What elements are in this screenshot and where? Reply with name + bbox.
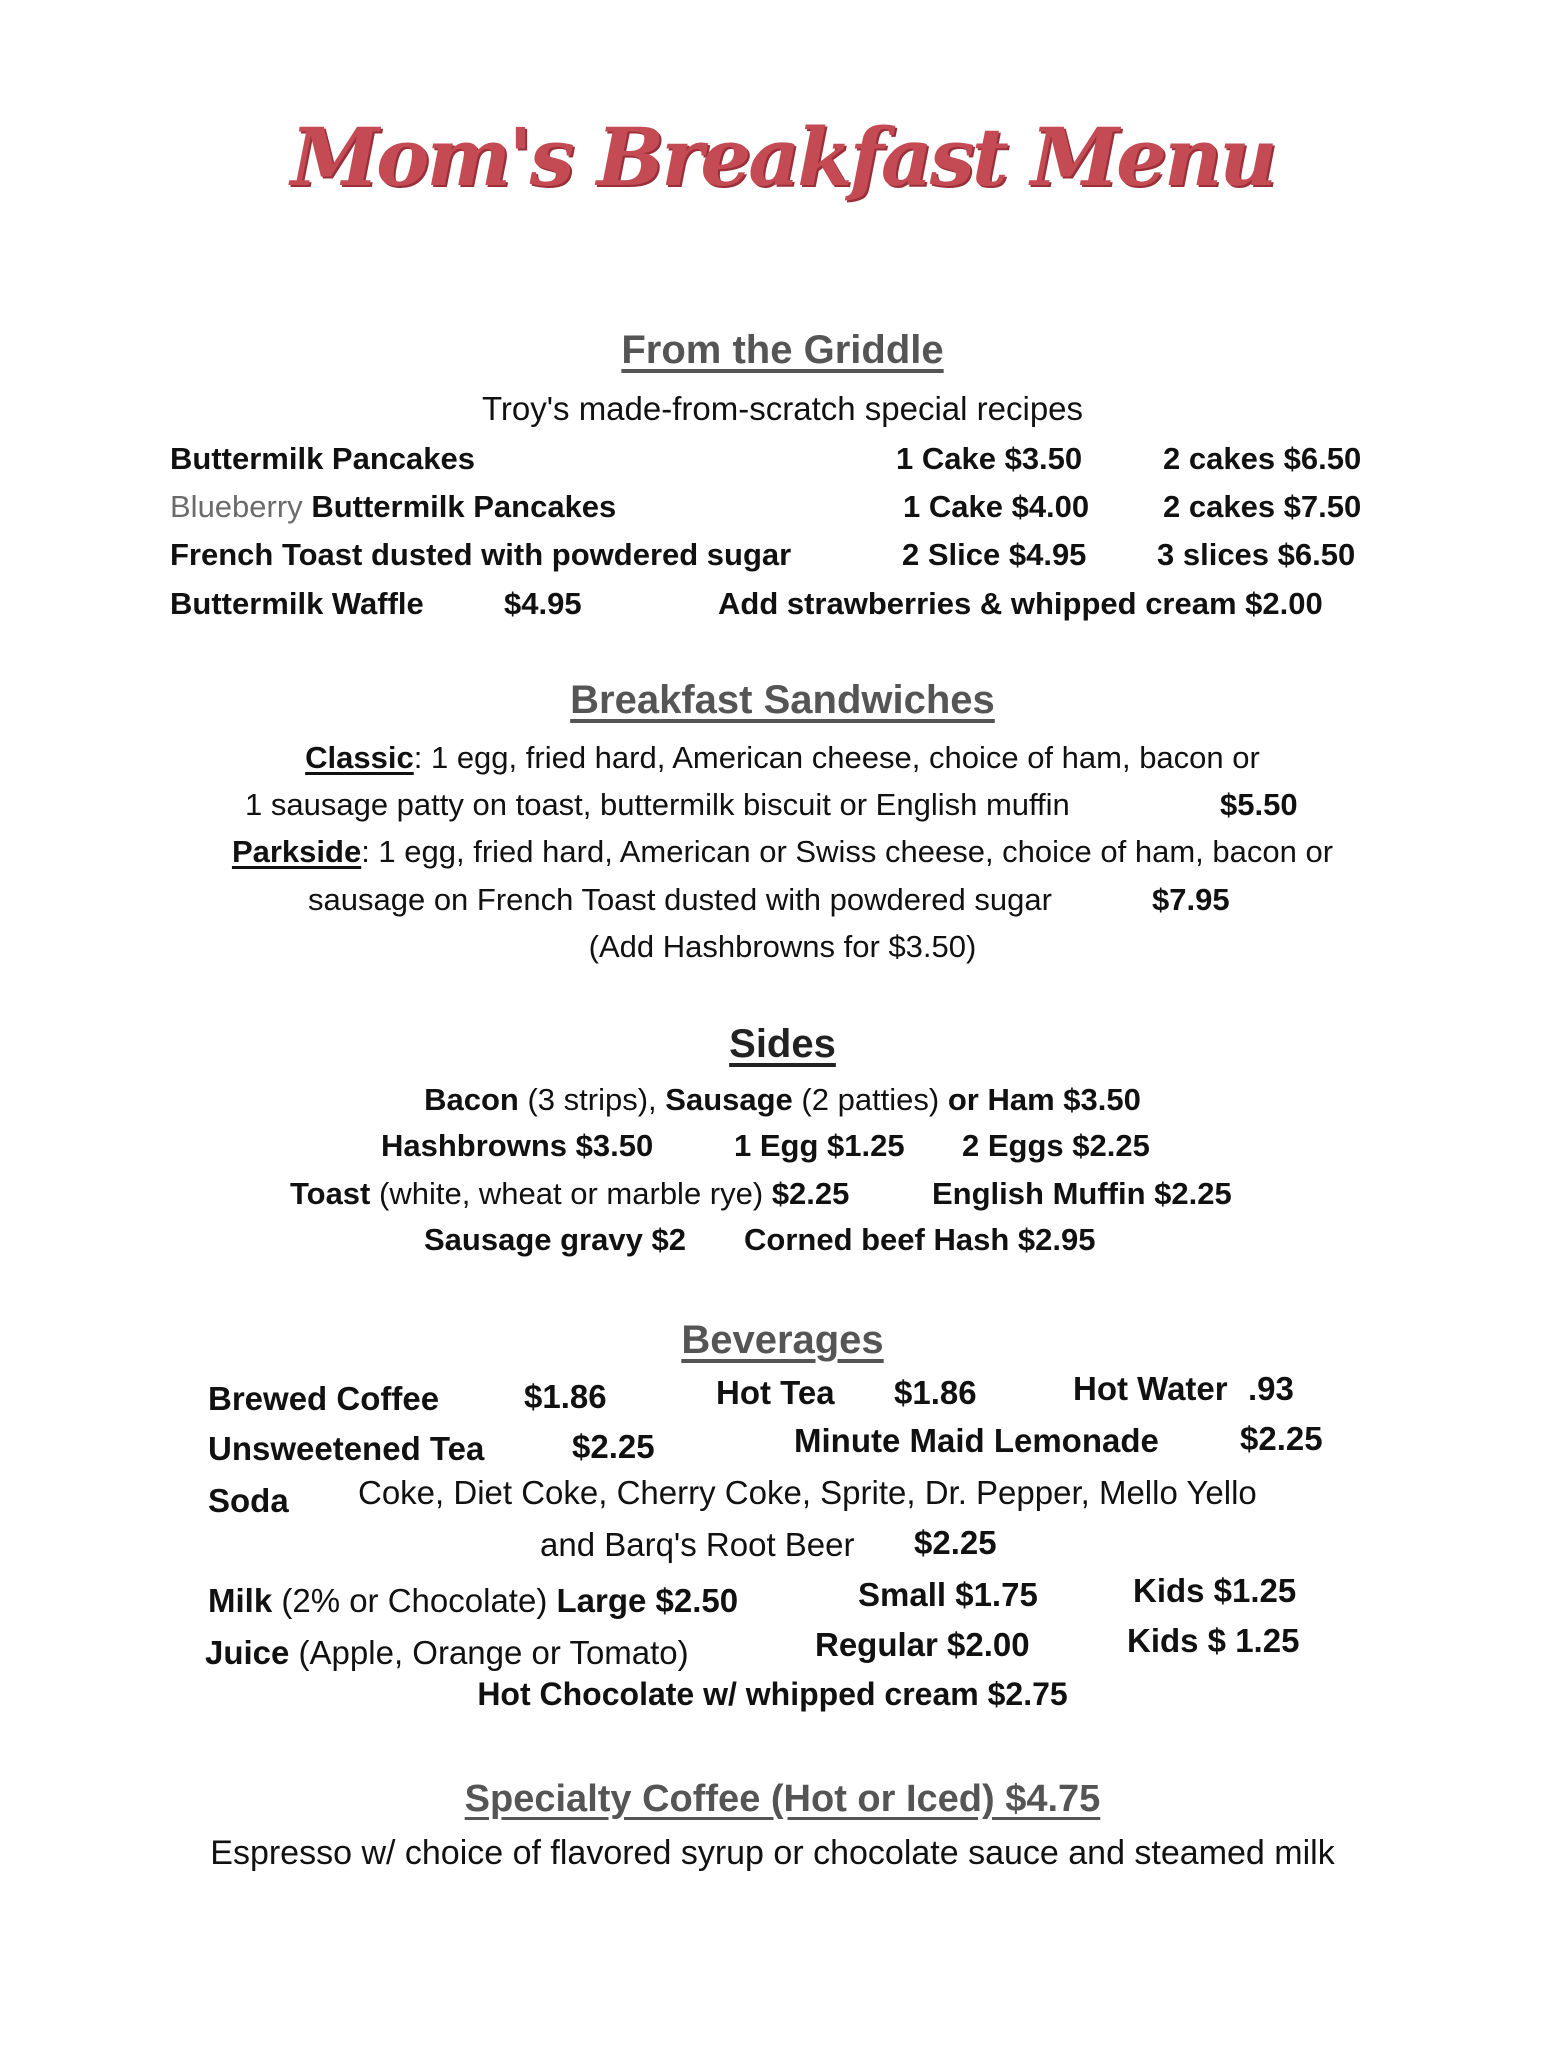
bev-lemonade-price: $2.25 bbox=[1240, 1420, 1323, 1457]
side-sausage: Sausage bbox=[665, 1082, 793, 1117]
griddle-item-addon: Add strawberries & whipped cream $2.00 bbox=[718, 586, 1323, 621]
sandwiches-heading: Breakfast Sandwiches bbox=[570, 678, 995, 722]
bev-milk-desc: (2% or Chocolate) bbox=[272, 1582, 557, 1619]
bev-soda-list: Coke, Diet Coke, Cherry Coke, Sprite, Dr. Pepper, Mello Yello bbox=[358, 1474, 1257, 1511]
bev-juice-label: Juice bbox=[205, 1634, 290, 1671]
griddle-item-name: French Toast dusted with powdered sugar bbox=[170, 537, 792, 572]
side-toast-label: Toast bbox=[290, 1176, 371, 1211]
menu-title: Mom's Breakfast Menu bbox=[290, 110, 1275, 204]
bev-hot-water: Hot Water bbox=[1073, 1370, 1228, 1407]
side-hashbrowns: Hashbrowns $3.50 bbox=[381, 1128, 654, 1163]
griddle-item-price-1: 1 Cake $4.00 bbox=[903, 489, 1090, 524]
bev-juice-desc: (Apple, Orange or Tomato) bbox=[289, 1634, 689, 1671]
side-english-muffin: English Muffin $2.25 bbox=[932, 1176, 1232, 1211]
bev-juice bbox=[205, 1634, 689, 1672]
griddle-item-price-2: 2 cakes $7.50 bbox=[1163, 489, 1362, 524]
side-corned-beef-hash: Corned beef Hash $2.95 bbox=[744, 1222, 1096, 1257]
griddle-item-price-2: 3 slices $6.50 bbox=[1157, 537, 1356, 572]
side-toast-price: $2.25 bbox=[771, 1176, 850, 1211]
griddle-subtitle: Troy's made-from-scratch special recipes bbox=[481, 390, 1084, 427]
bev-lemonade: Minute Maid Lemonade bbox=[794, 1422, 1159, 1459]
griddle-item-name bbox=[170, 489, 616, 525]
classic-desc-1: : 1 egg, fried hard, American cheese, choice of ham, bacon or bbox=[413, 740, 1260, 775]
bev-milk-small: Small $1.75 bbox=[858, 1576, 1038, 1613]
bev-hot-tea: Hot Tea bbox=[716, 1374, 835, 1411]
bev-milk-label: Milk bbox=[208, 1582, 273, 1619]
sides-line-1 bbox=[0, 1082, 1565, 1118]
side-ham-price: or Ham $3.50 bbox=[947, 1082, 1141, 1117]
griddle-item-label: Buttermilk Pancakes bbox=[311, 489, 617, 524]
bev-juice-kids: Kids $ 1.25 bbox=[1127, 1622, 1300, 1659]
classic-desc-2: 1 sausage patty on toast, buttermilk biscuit or English muffin bbox=[245, 787, 1070, 822]
parkside-desc-1: : 1 egg, fried hard, American or Swiss cheese, choice of ham, bacon or bbox=[361, 834, 1334, 869]
bev-unsweetened-tea-price: $2.25 bbox=[572, 1428, 655, 1465]
bev-milk bbox=[208, 1582, 738, 1620]
side-two-eggs: 2 Eggs $2.25 bbox=[962, 1128, 1150, 1163]
classic-line-1 bbox=[0, 740, 1565, 776]
griddle-item-name: Buttermilk Pancakes bbox=[170, 441, 475, 476]
griddle-item-price-1: 2 Slice $4.95 bbox=[902, 537, 1087, 572]
bev-brewed-coffee: Brewed Coffee bbox=[208, 1380, 440, 1417]
bev-milk-large: Large $2.50 bbox=[556, 1582, 739, 1619]
bev-unsweetened-tea: Unsweetened Tea bbox=[208, 1430, 485, 1467]
classic-label: Classic bbox=[305, 740, 414, 775]
side-one-egg: 1 Egg $1.25 bbox=[734, 1128, 905, 1163]
side-toast-desc: (white, wheat or marble rye) bbox=[370, 1176, 772, 1211]
griddle-item-price-1: $4.95 bbox=[504, 586, 582, 621]
griddle-item-prefix: Blueberry bbox=[170, 489, 303, 524]
classic-price: $5.50 bbox=[1220, 787, 1298, 822]
bev-soda: Soda bbox=[208, 1482, 289, 1519]
griddle-item-price-2: 2 cakes $6.50 bbox=[1163, 441, 1362, 476]
bev-brewed-coffee-price: $1.86 bbox=[524, 1378, 607, 1415]
bev-hot-water-price: .93 bbox=[1248, 1370, 1294, 1407]
parkside-line-1 bbox=[0, 834, 1565, 870]
side-sausage-desc: (2 patties) bbox=[792, 1082, 948, 1117]
parkside-desc-2: sausage on French Toast dusted with powdered sugar bbox=[308, 882, 1052, 917]
parkside-label: Parkside bbox=[231, 834, 362, 869]
sides-heading: Sides bbox=[729, 1022, 836, 1066]
bev-soda-list-2: and Barq's Root Beer bbox=[540, 1526, 855, 1563]
side-sausage-gravy: Sausage gravy $2 bbox=[424, 1222, 686, 1257]
bev-hot-tea-price: $1.86 bbox=[894, 1374, 977, 1411]
griddle-item-price-1: 1 Cake $3.50 bbox=[896, 441, 1083, 476]
bev-juice-regular: Regular $2.00 bbox=[815, 1626, 1030, 1663]
bev-hot-chocolate: Hot Chocolate w/ whipped cream $2.75 bbox=[477, 1676, 1068, 1712]
side-bacon: Bacon bbox=[424, 1082, 519, 1117]
specialty-heading: Specialty Coffee (Hot or Iced) $4.75 bbox=[464, 1778, 1101, 1820]
specialty-desc: Espresso w/ choice of flavored syrup or chocolate sauce and steamed milk bbox=[210, 1834, 1335, 1872]
bev-milk-kids: Kids $1.25 bbox=[1133, 1572, 1297, 1609]
hashbrowns-addon: (Add Hashbrowns for $3.50) bbox=[588, 929, 977, 964]
griddle-item-name: Buttermilk Waffle bbox=[170, 586, 424, 621]
bev-soda-price: $2.25 bbox=[914, 1524, 997, 1561]
beverages-heading: Beverages bbox=[681, 1318, 884, 1362]
parkside-price: $7.95 bbox=[1152, 882, 1230, 917]
griddle-heading: From the Griddle bbox=[621, 328, 944, 372]
side-toast bbox=[290, 1176, 849, 1212]
side-bacon-desc: (3 strips), bbox=[518, 1082, 666, 1117]
